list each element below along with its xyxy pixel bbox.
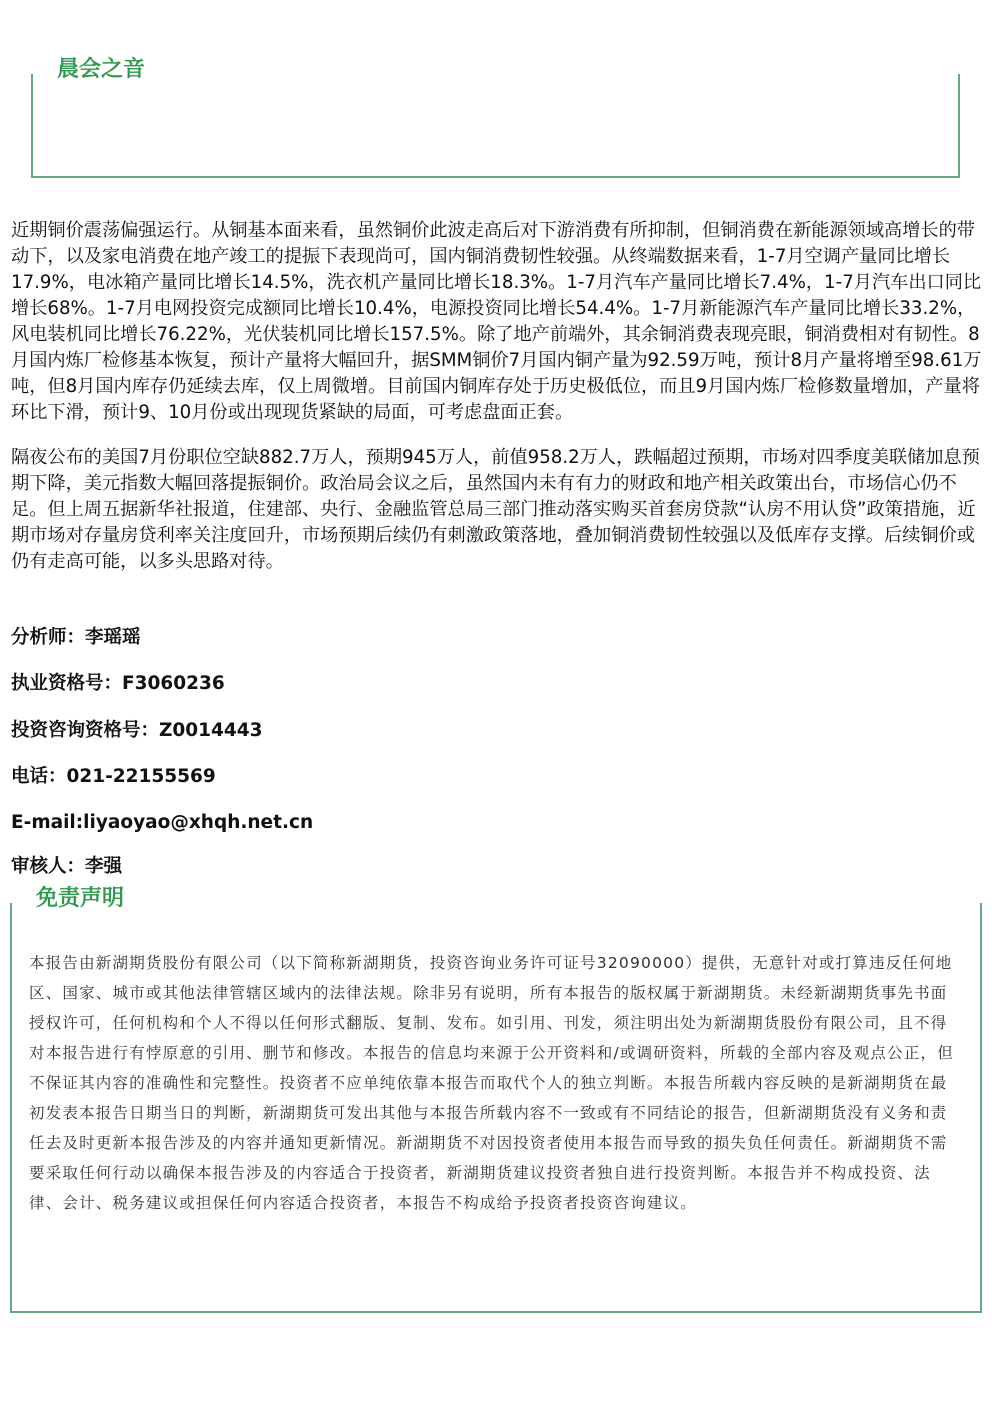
disclaimer-text: 本报告由新湖期货股份有限公司（以下简称新湖期货，投资咨询业务许可证号32090000）提供，无意针对或打算违反任何地区、国家、城市或其他法律管辖区域内的法律法规。除非另有说明，所有本报告的版权属于新湖期货。未经新湖期货事先书面授权许可，任何机构和个人不得以任何形式翻版、复制、发布。如引用、刊发，须注明出处为新湖期货股份有限公司，且不得对本报告进行有悖原意的引用、删节和修改。本报告的信息均来源于公开资料和/或调研资料，所载的全部内容及观点公正，但不保证其内容的准确性和完整性。投资者不应单纯依靠本报告而取代个人的独立判断。本报告所载内容反映的是新湖期货在最初发表本报告日期当日的判断，新湖期货可发出其他与本报告所载内容不一致或有不同结论的报告，但新湖期货没有义务和责任去及时更新本报告涉及的内容并通知更新情况。新湖期货不对因投资者使用本报告而导致的损失负任何责任。新湖期货不需要采取任何行动以确保本报告涉及的内容适合于投资者，新湖期货建议投资者独自进行投资判断。本报告并不构成投资、法律、会计、税务建议或担保任何内容适合投资者，本报告不构成给予投资者投资咨询建议。: [29, 954, 954, 1212]
disclaimer-title: 免责声明: [32, 884, 128, 914]
section-title: 晨会之音: [53, 55, 149, 85]
analyst-name: 分析师：李瑶瑶: [11, 627, 141, 648]
reviewer-name: 审核人：李强: [11, 856, 123, 877]
email-address: E-mail:liyaoyao@xhqh.net.cn: [11, 812, 314, 833]
report-body: [11, 218, 983, 594]
paragraph-copy-fundamentals: 近期铜价震荡偏强运行。从铜基本面来看，虽然铜价此波走高后对下游消费有所抑制，但铜消费在新能源领域高增长的带动下，以及家电消费在地产竣工的提振下表现尚可，国内铜消费韧性较强。从终端数据来看，1-7月空调产量同比增长17.9%，电冰箱产量同比增长14.5%，洗衣机产量同比增长18.3%。1-7月汽车产量同比增长7.4%，1-7月汽车出口同比增长68%。1-7月电网投资完成额同比增长10.4%，电源投资同比增长54.4%。1-7月新能源汽车产量同比增长33.2%，风电装机同比增长76.22%，光伏装机同比增长157.5%。除了地产前端外，其余铜消费表现亮眼，铜消费相对有韧性。8月国内炼厂检修基本恢复，预计产量将大幅回升，据SMM铜价7月国内铜产量为92.59万吨，预计8月产量将增至98.61万吨，但8月国内库存仍延续去库，仅上周微增。目前国内铜库存处于历史极低位，而且9月国内炼厂检修数量增加，产量将环比下滑，预计9、10月份或出现现货紧缺的局面，可考虑盘面正套。: [11, 220, 982, 423]
phone-number: 电话：021-22155569: [11, 766, 216, 787]
paragraph-macro: 隔夜公布的美国7月份职位空缺882.7万人，预期945万人，前值958.2万人，跌幅超过预期，市场对四季度美联储加息预期下降，美元指数大幅回落提振铜价。政治局会议之后，虽然国内未有有力的财政和地产相关政策出台，市场信心仍不足。但上周五据新华社报道，住建部、央行、金融监管总局三部门推动落实购买首套房贷款“认房不用认贷”政策措施，近期市场对存量房贷利率关注度回升，市场预期后续仍有刺激政策落地，叠加铜消费韧性较强以及低库存支撑。后续铜价或仍有走高可能，以多头思路对待。: [11, 447, 980, 572]
advisory-license-number: 投资咨询资格号：Z0014443: [11, 720, 263, 741]
header-frame: [31, 74, 960, 178]
license-number: 执业资格号：F3060236: [11, 673, 225, 694]
